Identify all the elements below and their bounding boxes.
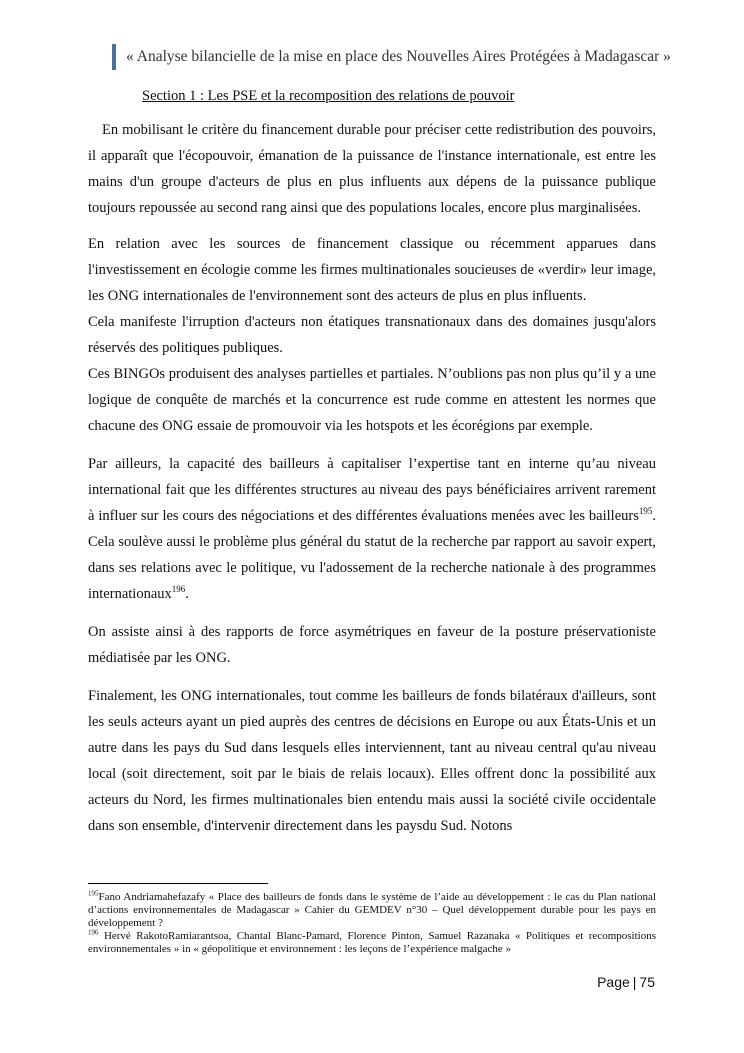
page-label: Page — [597, 974, 630, 990]
section-title: Section 1 : Les PSE et la recomposition des relations de pouvoir — [142, 88, 515, 104]
footnote-195 — [88, 891, 656, 930]
paragraph-5 — [88, 451, 656, 607]
paragraph-3: Cela manifeste l'irruption d'acteurs non étatiques transnationaux dans des domaines jusqu'alors réservés des politiques publiques. — [88, 314, 656, 356]
footnote-196 — [88, 930, 656, 956]
paragraph-4: Ces BINGOs produisent des analyses partielles et partiales. N’oublions pas non plus qu’il y a une logique de conquête de marchés et la concurrence est rude comme en attestent les normes que chacune des ONG essaie de promouvoir via les hotspots et les écorégions par exemple. — [88, 366, 656, 434]
paragraph-2: En relation avec les sources de financement classique ou récemment apparues dans l'investissement en écologie comme les firmes multinationales soucieuses de «verdir» leur image, les ONG internationales de l'environnement sont des acteurs de plus en plus influents. — [88, 236, 656, 304]
paragraph-5-text-c: . — [185, 586, 189, 602]
footnote-separator — [88, 883, 268, 884]
body-text — [88, 117, 656, 839]
header-accent-bar — [112, 44, 116, 70]
footnotes — [88, 891, 656, 956]
footnote-text: Hervé RakotoRamiarantsoa, Chantal Blanc-Pamard, Florence Pinton, Samuel Razanaka « Politiques et recompositions environnementales » in « géopolitique et environnement : les leçons de l’expérience malgache » — [88, 930, 656, 955]
page-separator: | — [632, 974, 637, 990]
paragraph-1 — [88, 117, 656, 221]
paragraph-1-text: En mobilisant le critère du financement durable pour préciser cette redistribution des pouvoirs, il apparaît que l'écopouvoir, émanation de la puissance de l'instance internationale, est entre les mains d'un groupe d'acteurs de plus en plus influents aux dépens de la puissance publique toujours repoussée au second rang ainsi que des populations locales, encore plus marginalisées. — [88, 122, 656, 216]
page-value: 75 — [639, 974, 655, 990]
page-number — [597, 974, 655, 990]
footnote-ref-195[interactable]: 195 — [638, 506, 653, 517]
footnote-number: 195 — [88, 889, 99, 898]
paragraph-5-text-b: . Cela soulève aussi le problème plus général du statut de la recherche par rapport au savoir expert, dans ses relations avec le politique, vu l'adossement de la recherche nationale à des programmes internationaux — [88, 508, 656, 602]
running-header — [112, 44, 671, 70]
paragraph-7: Finalement, les ONG internationales, tout comme les bailleurs de fonds bilatéraux d'ailleurs, sont les seuls acteurs ayant un pied auprès des centres de décisions en Europe ou aux États-Unis et un autre dans les pays du Sud dans lesquels elles interviennent, tant au niveau central qu'au niveau local (soit directement, soit par le biais de relais locaux). Elles offrent donc la possibilité aux acteurs du Nord, les firmes multinationales bien entendu mais aussi la société civile occidentale dans son ensemble, d'intervenir directement dans les paysdu Sud. Notons — [88, 688, 656, 834]
header-title: « Analyse bilancielle de la mise en place des Nouvelles Aires Protégées à Madagascar » — [126, 48, 671, 65]
footnote-number: 196 — [88, 928, 99, 937]
footnote-ref-196[interactable]: 196 — [171, 584, 186, 595]
paragraph-5-text-a: Par ailleurs, la capacité des bailleurs à capitaliser l’expertise tant en interne qu’au niveau international fait que les différentes structures au niveau des pays bénéficiaires arrivent rarement à influer sur les cours des négociations et des différentes évaluations menées avec les bailleurs — [88, 456, 656, 524]
paragraph-6: On assiste ainsi à des rapports de force asymétriques en faveur de la posture préservationiste médiatisée par les ONG. — [88, 624, 656, 666]
footnote-text: Fano Andriamahefazafy « Place des bailleurs de fonds dans le système de l’aide au développement : le cas du Plan national d’actions environnementales de Madagascar » Cahier du GEMDEV n°30 – Quel développement durable pour les pays en développement ? — [88, 891, 656, 929]
